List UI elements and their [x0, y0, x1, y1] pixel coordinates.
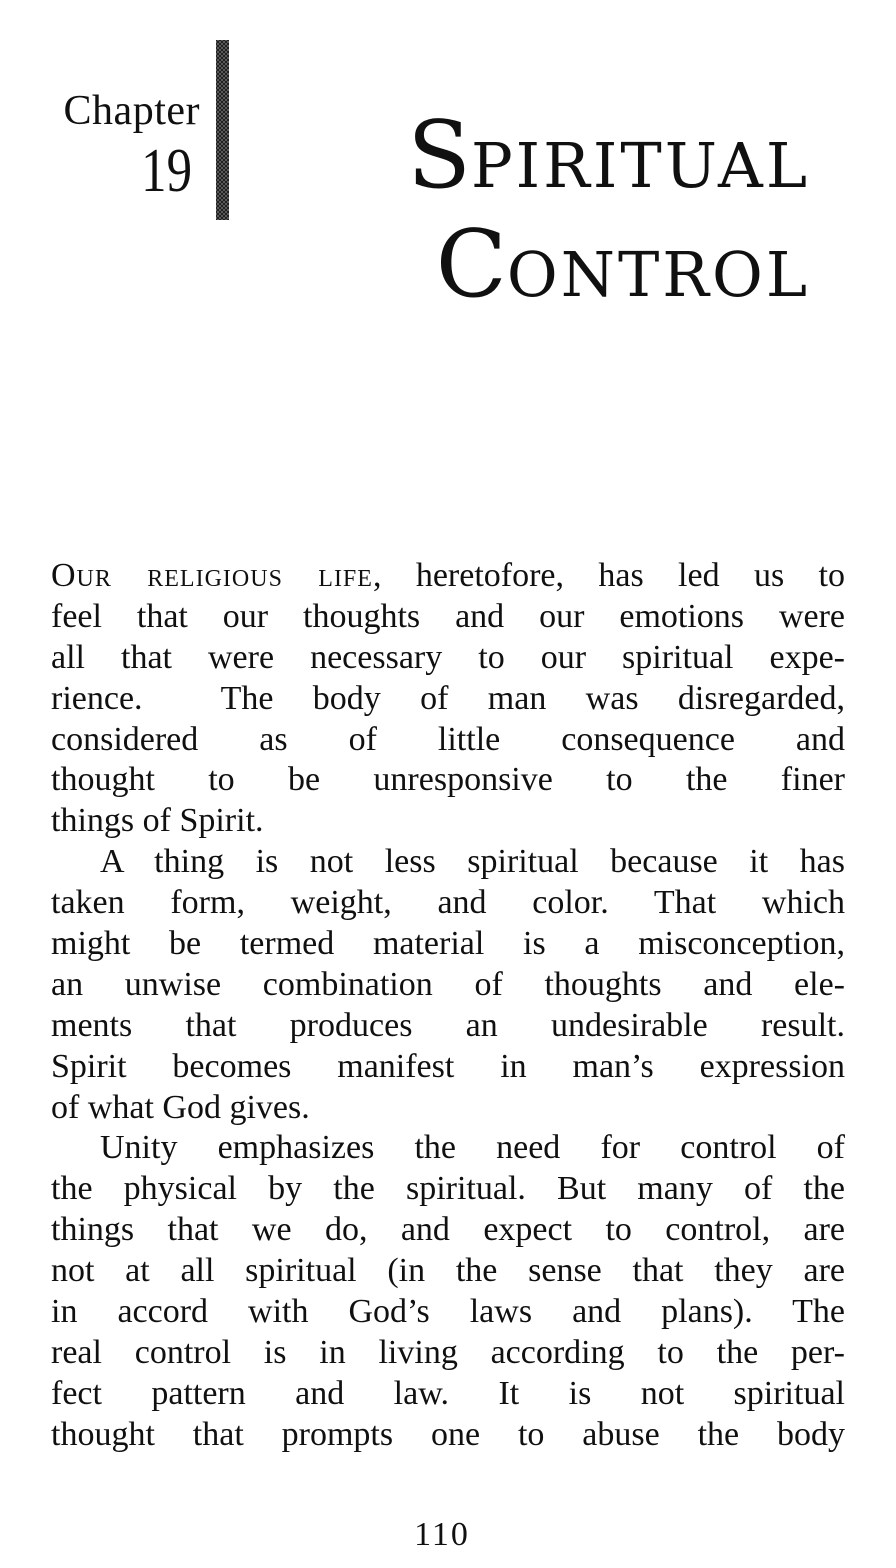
text-line: all that were necessary to our spiritual expe-: [51, 638, 845, 676]
text-line: Unity emphasizes the need for control of: [100, 1129, 845, 1167]
title-rest-ontrol: ONTROL: [506, 238, 810, 311]
title-rest-piritual: PIRITUAL: [470, 129, 810, 202]
smallcaps-lead-in: Our religious life: [51, 557, 373, 594]
text-line: Spirit becomes manifest in man’s expression: [51, 1047, 845, 1085]
text-line: taken form, weight, and color. That which: [51, 884, 845, 922]
title-initial-s: S: [407, 101, 471, 209]
text-line: real control is in living according to the per-: [51, 1333, 845, 1371]
chapter-number: 19: [141, 137, 192, 205]
text-line: Our religious life, heretofore, has led us to: [51, 557, 845, 594]
text-line: rience. The body of man was disregarded,: [51, 679, 845, 717]
text-line: might be termed material is a misconception,: [51, 925, 845, 963]
text-line: the physical by the spiritual. But many of the: [51, 1170, 845, 1208]
text-line: of what God gives.: [51, 1088, 310, 1126]
text-line: A thing is not less spiritual because it has: [100, 843, 845, 881]
title-initial-c: C: [435, 210, 507, 318]
body-text: [51, 556, 845, 1456]
text-line: not at all spiritual (in the sense that they are: [51, 1252, 845, 1290]
text-line: thought to be unresponsive to the finer: [51, 761, 845, 799]
text-line: ments that produces an undesirable result.: [51, 1006, 845, 1044]
text-line: fect pattern and law. It is not spiritual: [51, 1374, 845, 1412]
chapter-rule-bar: [216, 40, 229, 220]
page-number: 110: [414, 1516, 470, 1553]
text-line: thought that prompts one to abuse the body: [51, 1415, 845, 1453]
chapter-title-line2: [407, 210, 810, 324]
text-line: things of Spirit.: [51, 802, 264, 840]
text-line: feel that our thoughts and our emotions were: [51, 597, 845, 635]
text-line: considered as of little consequence and: [51, 720, 845, 758]
text-line: in accord with God’s laws and plans). The: [51, 1293, 845, 1331]
text-line: things that we do, and expect to control, are: [51, 1211, 845, 1249]
chapter-label: Chapter: [63, 88, 200, 134]
text-line: an unwise combination of thoughts and ele-: [51, 965, 845, 1003]
chapter-title-line1: [407, 101, 810, 215]
chapter-title: [407, 101, 810, 324]
